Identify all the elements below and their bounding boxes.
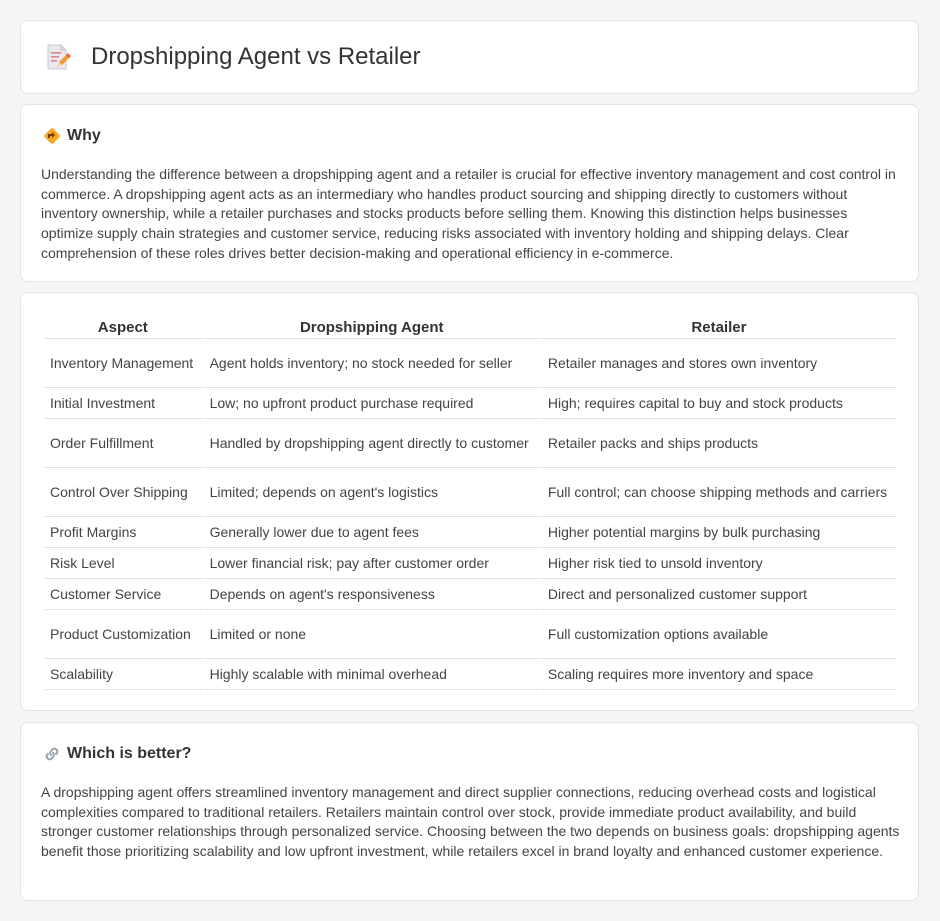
column-header-retailer: Retailer — [542, 315, 896, 339]
link-icon — [43, 745, 61, 763]
why-heading: Why — [67, 127, 101, 144]
title-card — [20, 20, 919, 94]
column-header-aspect: Aspect — [44, 315, 202, 339]
aspect-cell: Order Fulfillment — [44, 419, 202, 468]
aspect-cell: Profit Margins — [44, 517, 202, 548]
better-heading: Which is better? — [67, 745, 192, 762]
retailer-cell: Scaling requires more inventory and space — [542, 659, 896, 690]
aspect-cell: Risk Level — [44, 548, 202, 579]
aspect-cell: Product Customization — [44, 610, 202, 659]
retailer-cell: Higher potential margins by bulk purchasing — [542, 517, 896, 548]
agent-cell: Limited or none — [204, 610, 540, 659]
retailer-cell: High; requires capital to buy and stock products — [542, 388, 896, 419]
aspect-cell: Control Over Shipping — [44, 468, 202, 517]
agent-cell: Depends on agent's responsiveness — [204, 579, 540, 610]
table-row — [44, 339, 896, 388]
title-row — [45, 43, 421, 71]
aspect-cell: Initial Investment — [44, 388, 202, 419]
better-paragraph: A dropshipping agent offers streamlined inventory management and direct supplier connections, reducing overhead costs and logistical complexities compared to traditional retailers. Retailers maintain control over stock, provide immediate product availability, and build stronger customer relationships through personalized service. Choosing between the two depends on business goals: dropshipping agents benefit those prioritizing scalability and low upfront investment, while retailers excel in brand loyalty and enhanced customer experience. — [41, 784, 900, 860]
table-row — [44, 659, 896, 690]
agent-cell: Generally lower due to agent fees — [204, 517, 540, 548]
table-row — [44, 610, 896, 659]
document-pencil-icon — [45, 43, 71, 71]
agent-cell: Limited; depends on agent's logistics — [204, 468, 540, 517]
agent-cell: Highly scalable with minimal overhead — [204, 659, 540, 690]
which-better-card — [20, 722, 919, 901]
agent-cell: Agent holds inventory; no stock needed for seller — [204, 339, 540, 388]
table-row — [44, 388, 896, 419]
table-row — [44, 419, 896, 468]
table-header-row — [44, 315, 896, 339]
table-row — [44, 517, 896, 548]
better-heading-row — [43, 745, 191, 763]
comparison-table — [42, 315, 898, 690]
agent-cell: Handled by dropshipping agent directly to customer — [204, 419, 540, 468]
why-heading-row — [43, 127, 101, 145]
agent-cell: Low; no upfront product purchase required — [204, 388, 540, 419]
comparison-card — [20, 292, 919, 711]
table-row — [44, 468, 896, 517]
aspect-cell: Customer Service — [44, 579, 202, 610]
column-header-dropshipping-agent: Dropshipping Agent — [204, 315, 540, 339]
aspect-cell: Scalability — [44, 659, 202, 690]
table-row — [44, 548, 896, 579]
retailer-cell: Full customization options available — [542, 610, 896, 659]
retailer-cell: Direct and personalized customer support — [542, 579, 896, 610]
retailer-cell: Retailer manages and stores own inventory — [542, 339, 896, 388]
table-row — [44, 579, 896, 610]
diamond-sign-icon — [43, 127, 61, 145]
why-paragraph: Understanding the difference between a dropshipping agent and a retailer is crucial for effective inventory management and cost control in commerce. A dropshipping agent acts as an intermediary who handles product sourcing and shipping directly to customers without inventory ownership, while a retailer purchases and stocks products before selling them. Knowing this distinction helps businesses optimize supply chain strategies and customer service, reducing risks associated with inventory holding and shipping delays. Clear comprehension of these roles drives better decision-making and operational efficiency in e-commerce. — [41, 166, 896, 261]
page-title: Dropshipping Agent vs Retailer — [91, 43, 421, 70]
retailer-cell: Retailer packs and ships products — [542, 419, 896, 468]
why-card — [20, 104, 919, 282]
retailer-cell: Higher risk tied to unsold inventory — [542, 548, 896, 579]
aspect-cell: Inventory Management — [44, 339, 202, 388]
retailer-cell: Full control; can choose shipping methods and carriers — [542, 468, 896, 517]
agent-cell: Lower financial risk; pay after customer order — [204, 548, 540, 579]
